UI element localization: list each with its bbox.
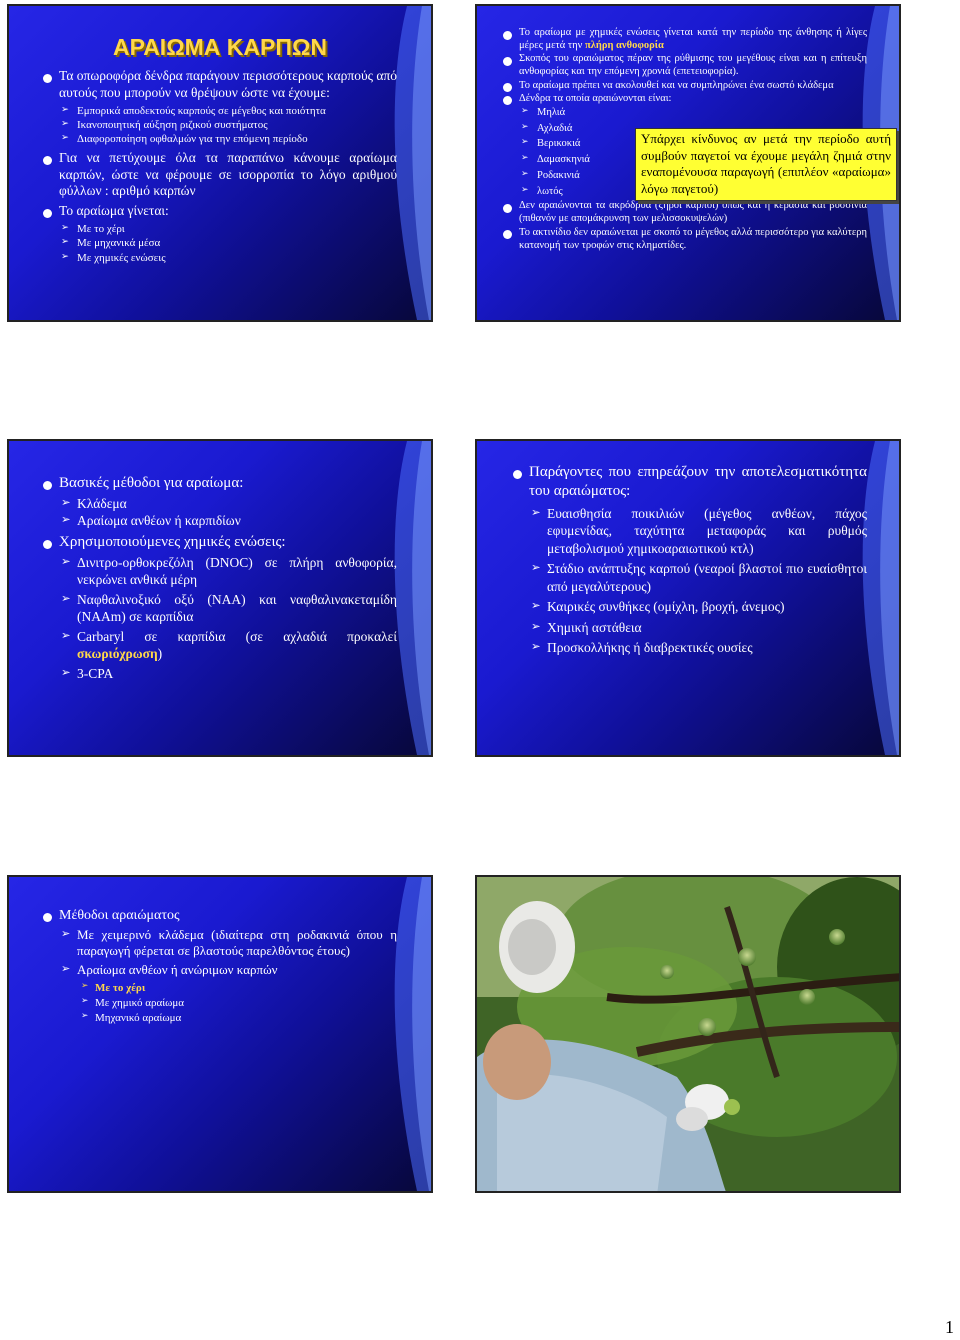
slide-4-content [477, 441, 899, 755]
warning-callout: Υπάρχει κίνδυνος αν μετά την περίοδο αυτή συμβούν παγετοί να έχουμε μεγάλη ζημιά στην εναπομένουσα παραγωγή (επιπλέον «αραίωμα» λόγω παγετού) [635, 128, 897, 201]
sub-bullet: ➢ Αχλαδιά [499, 121, 867, 137]
orchard-thinning-photo [477, 877, 901, 1193]
bullet: Για να πετύχουμε όλα τα παραπάνω κάνουμε αραίωμα καρπών, ώστε να φέρουμε σε ισορροπία το λόγο αριθμού φύλλων : αριθμό καρπών [39, 150, 397, 201]
sub-bullet: ➢ Με χημικές ενώσεις [39, 251, 397, 265]
sub-bullet: ➢ Διαφοροποίηση οφθαλμών για την επόμενη περίοδο [39, 132, 397, 146]
slide-title: ΑΡΑΙΩΜΑ ΚΑΡΠΩΝ [112, 34, 328, 60]
emphasis-text: πλήρη ανθοφορία [584, 40, 664, 52]
sub-bullet: ➢ Μηλιά [499, 105, 867, 121]
bullet: Μέθοδοι αραιώματος [39, 907, 397, 925]
sub-bullet: ➢ Κλάδεμα [39, 495, 397, 513]
bullet: Το αραίωμα πρέπει να ακολουθεί και να συμπληρώνει ένα σωστό κλάδεμα [499, 79, 867, 92]
sub-bullet: ➢ Ναφθαλινοξικό οξύ (ΝΑΑ) και ναφθαλινακεταμίδη (NAAm) σε καρπίδια [39, 591, 397, 626]
bullet: Δένδρα τα οποία αραιώνονται είναι: [499, 92, 867, 105]
slide-2 [475, 4, 901, 322]
bullet: Παράγοντες που επηρεάζουν την αποτελεσματικότητα του αραιώματος: [509, 463, 867, 501]
bullet-text: Carbaryl σε καρπίδια (σε αχλαδιά προκαλεί [77, 628, 397, 644]
bullet: Τα οπωροφόρα δένδρα παράγουν περισσότερους καρπούς από αυτούς που μπορούν να θρέψουν ώστε να έχουμε: [39, 68, 397, 102]
sub-sub-bullet: ➢ Μηχανικό αραίωμα [39, 1011, 397, 1026]
emphasis-text: σκωριόχρωση [77, 646, 158, 662]
sub-bullet: ➢ Αραίωμα ανθέων ή ανώριμων καρπών [39, 962, 397, 979]
sub-bullet: ➢ 3-CPA [39, 665, 397, 683]
bullet [499, 26, 867, 52]
sub-bullet: ➢ Ικανοποιητική αύξηση ριζικού συστήματος [39, 118, 397, 132]
bullet-text: ) [157, 646, 163, 662]
slide-6-photo [475, 875, 901, 1193]
sub-bullet: ➢ λωτός [499, 184, 867, 200]
slide-2-content [477, 6, 899, 320]
bullet-text: Το αραίωμα με χημικές ενώσεις γίνεται κατά την περίοδο της άνθησης ή λίγες μέρες μετά την [519, 27, 867, 52]
sub-bullet: ➢ Δαμασκηνιά [499, 152, 867, 168]
sub-bullet: ➢ Εμπορικά αποδεκτούς καρπούς σε μέγεθος και ποιότητα [39, 104, 397, 118]
bullet: Το αραίωμα γίνεται: [39, 203, 397, 220]
sub-bullet: ➢ Στάδιο ανάπτυξης καρπού (νεαροί βλαστοί πιο ευαίσθητοι από μεγαλύτερους) [509, 560, 867, 595]
sub-bullet: ➢ Βερικοκιά [499, 136, 867, 152]
sub-bullet: ➢ Δινιτρο-ορθοκρεζόλη (DNOC) σε πλήρη ανθοφορία, νεκρώνει ανθικά μέρη [39, 554, 397, 589]
sub-bullet [39, 628, 397, 663]
slide-3 [7, 439, 433, 757]
sub-sub-bullet: ➢ Με χημικό αραίωμα [39, 996, 397, 1011]
sub-bullet: ➢ Με το χέρι [39, 222, 397, 236]
slide-5-content [9, 877, 431, 1191]
sub-bullet: ➢ Ροδακινιά [499, 168, 867, 184]
slide-1 [7, 4, 433, 322]
slide-3-content [9, 441, 431, 755]
sub-bullet: ➢ Χημική αστάθεια [509, 619, 867, 637]
bullet: Σκοπός του αραιώματος πέραν της ρύθμισης του μεγέθους είναι και η επίτευξη ανθοφορίας και την επόμενη χρονιά (επετειοφορία). [499, 52, 867, 78]
sub-bullet: ➢ Προσκολλήκης ή διαβρεκτικές ουσίες [509, 639, 867, 657]
bullet: Το ακτινίδιο δεν αραιώνεται με σκοπό το μέγεθος αλλά περισσότερο για καλύτερη κατανομή των τροφών στις κληματίδες. [499, 226, 867, 252]
slide-5 [7, 875, 433, 1193]
slide-4 [475, 439, 901, 757]
sub-bullet: ➢ Αραίωμα ανθέων ή καρπιδίων [39, 512, 397, 530]
page-number: 1 [945, 1317, 954, 1337]
slide-1-content [9, 6, 431, 320]
sub-bullet: ➢ Ευαισθησία ποικιλιών (μέγεθος ανθέων, πάχος εφυμενίδας, ταχύτητα μεταφοράς και ρυθμός μεταβολισμού χημικοαραιωτικού κτλ) [509, 505, 867, 558]
sub-bullet: ➢ Με χειμερινό κλάδεμα (ιδιαίτερα στη ροδακινιά όπου η παραγωγή φέρεται σε βλαστούς παρελθόντος έτους) [39, 927, 397, 961]
bullet: Βασικές μέθοδοι για αραίωμα: [39, 474, 397, 493]
bullet: Δεν αραιώνονται τα ακρόδρυα (ξηροί καρποί) όπως και η κερασιά και βυσσινιά (πιθανόν με απομάκρυνση των μελισσοκυψελών) [499, 199, 867, 225]
sub-sub-bullet: ➢ Με το χέρι [39, 981, 397, 996]
bullet: Χρησιμοποιούμενες χημικές ενώσεις: [39, 533, 397, 552]
sub-bullet: ➢ Καιρικές συνθήκες (ομίχλη, βροχή, άνεμος) [509, 598, 867, 616]
sub-bullet: ➢ Με μηχανικά μέσα [39, 236, 397, 250]
